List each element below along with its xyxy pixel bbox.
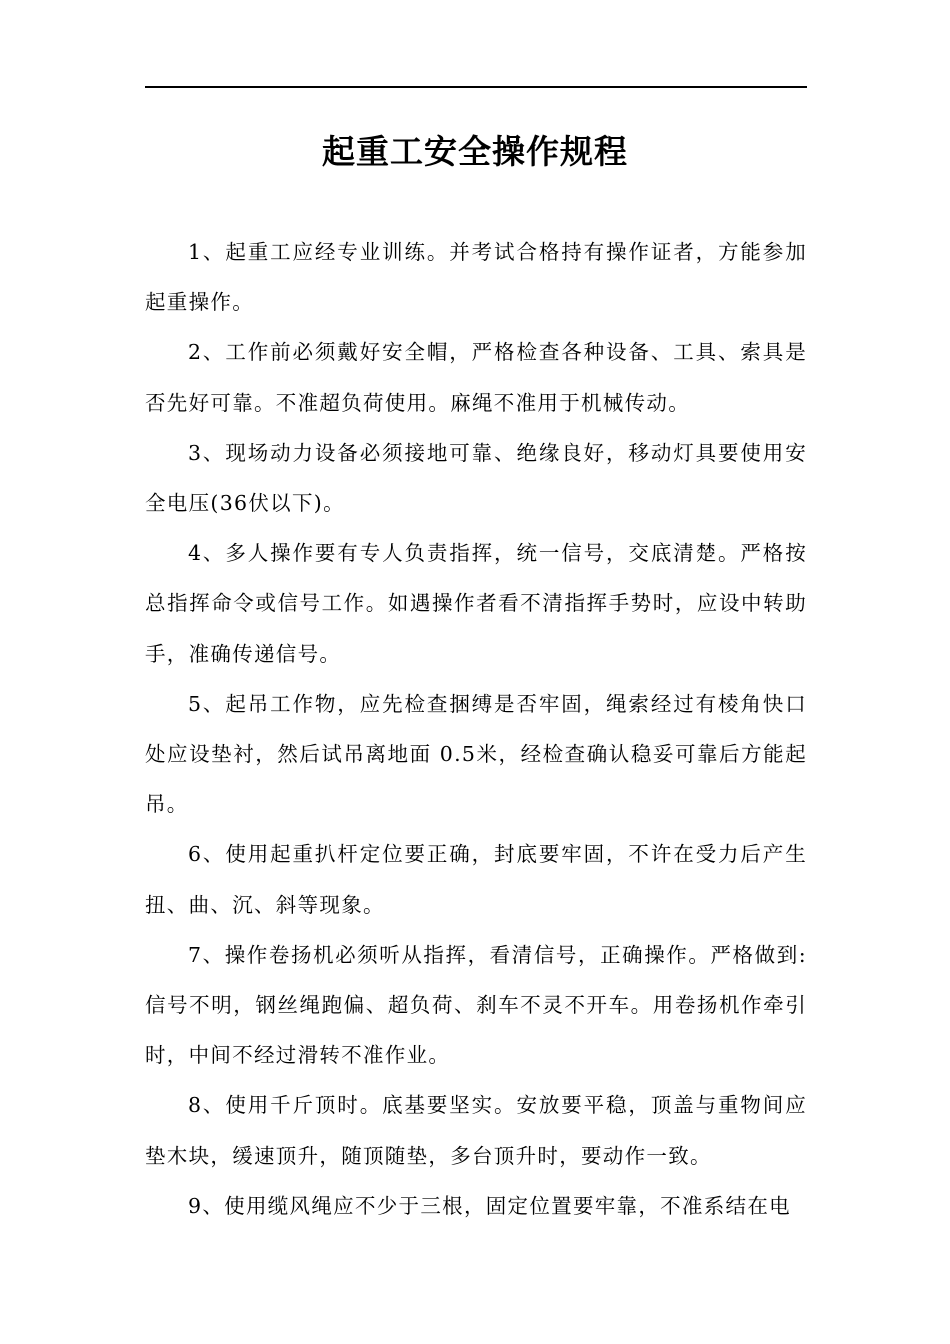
paragraph-2: 2、工作前必须戴好安全帽，严格检查各种设备、工具、索具是否先好可靠。不准超负荷使用。麻绳不准用于机械传动。 bbox=[145, 340, 807, 415]
paragraph-4: 4、多人操作要有专人负责指挥，统一信号，交底清楚。严格按总指挥命令或信号工作。如遇操作者看不清指挥手势时，应设中转助手，准确传递信号。 bbox=[145, 541, 807, 666]
paragraph-5: 5、起吊工作物，应先检查捆缚是否牢固，绳索经过有棱角快口处应设垫衬，然后试吊离地面 0.5米，经检查确认稳妥可靠后方能起吊。 bbox=[145, 691, 807, 817]
paragraph-6: 6、使用起重扒杆定位要正确，封底要牢固，不许在受力后产生扭、曲、沉、斜等现象。 bbox=[145, 842, 807, 917]
paragraph-1: 1、起重工应经专业训练。并考试合格持有操作证者，方能参加起重操作。 bbox=[145, 240, 807, 315]
paragraph-8: 8、使用千斤顶时。底基要坚实。安放要平稳，顶盖与重物间应垫木块，缓速顶升，随顶随垫，多台顶升时，要动作一致。 bbox=[145, 1093, 807, 1168]
paragraph-3: 3、现场动力设备必须接地可靠、绝缘良好，移动灯具要使用安全电压(36伏以下)。 bbox=[145, 440, 807, 516]
document-title: 起重工安全操作规程 bbox=[322, 132, 628, 171]
document-body bbox=[145, 227, 807, 1231]
paragraph-7: 7、操作卷扬机必须听从指挥，看清信号，正确操作。严格做到:信号不明，钢丝绳跑偏、超负荷、刹车不灵不开车。用卷扬机作牵引时，中间不经过滑转不准作业。 bbox=[145, 942, 807, 1068]
paragraph-9: 9、使用缆风绳应不少于三根，固定位置要牢靠，不准系结在电 bbox=[188, 1193, 791, 1218]
header-rule bbox=[145, 86, 807, 88]
